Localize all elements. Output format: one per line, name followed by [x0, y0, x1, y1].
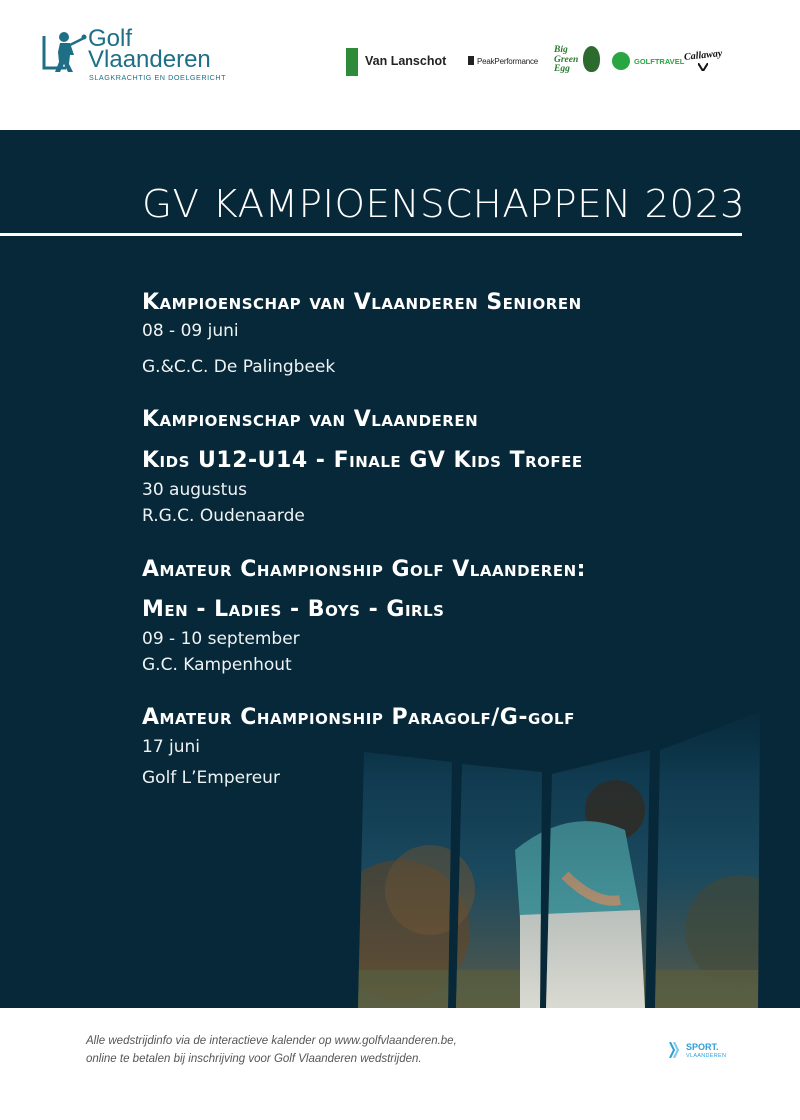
title-divider: [0, 233, 742, 236]
event-3-subheading: Men - Ladies - Boys - Girls: [142, 597, 445, 622]
callaway-chevron-icon: [698, 63, 708, 71]
van-lanschot-label: Van Lanschot: [365, 54, 447, 68]
logo-text-golf: Golf: [88, 25, 133, 52]
event-4-heading: Amateur Championship Paragolf/G-golf: [142, 705, 575, 730]
event-3-heading: Amateur Championship Golf Vlaanderen:: [142, 557, 586, 582]
event-2-heading: Kampioenschap van Vlaanderen: [142, 407, 479, 432]
logo-text-vlaanderen: Vlaanderen: [88, 46, 211, 73]
footer: [0, 1008, 800, 1120]
bge-line-1: Big: [554, 45, 568, 55]
event-1-heading: Kampioenschap van Vlaanderen Senioren: [142, 290, 582, 315]
event-2-subheading: Kids U12-U14 - Finale GV Kids Trofee: [142, 448, 583, 473]
event-1-date: 08 - 09 juni: [142, 321, 239, 341]
sponsor-big-green-egg[interactable]: [554, 44, 602, 80]
sponsor-peak-performance[interactable]: [468, 56, 538, 66]
sponsor-van-lanschot[interactable]: [346, 48, 456, 76]
sport-vlaanderen-mark-icon: [668, 1042, 680, 1058]
logo-tagline: SLAGKRACHTIG EN DOELGERICHT: [89, 73, 227, 82]
event-4-date: 17 juni: [142, 737, 201, 757]
golfer-logo-icon: [40, 28, 88, 74]
footer-line-2: online te betalen bij inschrijving voor Golf Vlaanderen wedstrijden.: [86, 1053, 422, 1065]
peak-performance-mark-icon: [468, 56, 474, 65]
van-lanschot-mark-icon: [346, 48, 358, 76]
big-green-egg-label: [554, 46, 578, 75]
golfer-photo: [340, 700, 800, 1008]
golf-vlaanderen-logo[interactable]: [40, 25, 240, 88]
event-2-date: 30 augustus: [142, 480, 247, 500]
event-3-venue: G.C. Kampenhout: [142, 655, 292, 675]
egg-icon: [583, 46, 600, 72]
footer-line-1: Alle wedstrijdinfo via de interactieve kalender op www.golfvlaanderen.be,: [86, 1035, 457, 1047]
bge-line-3: Egg: [554, 64, 570, 74]
championships-panel: [0, 130, 800, 1008]
sponsor-golftravel[interactable]: [612, 52, 685, 72]
event-2-venue: R.G.C. Oudenaarde: [142, 506, 305, 526]
sport-vlaanderen-logo[interactable]: [668, 1040, 738, 1064]
peak-performance-label: PeakPerformance: [477, 57, 539, 66]
sport-vlaanderen-label: SPORT.: [686, 1042, 719, 1052]
event-4-venue: Golf L’Empereur: [142, 768, 280, 788]
event-3-date: 09 - 10 september: [142, 629, 300, 649]
footer-note: [86, 1032, 457, 1068]
header: [0, 0, 800, 130]
callaway-label: Callaway: [683, 48, 723, 63]
bge-line-2: Green: [554, 54, 579, 65]
page-title: GV KAMPIOENSCHAPPEN 2023: [142, 182, 746, 226]
golftravel-badge-icon: [612, 52, 630, 70]
sport-vlaanderen-sublabel: VLAANDEREN: [686, 1053, 727, 1059]
golftravel-label: GOLFTRAVEL: [634, 57, 685, 66]
event-1-venue: G.&C.C. De Palingbeek: [142, 357, 336, 377]
sponsor-callaway[interactable]: [684, 50, 728, 76]
